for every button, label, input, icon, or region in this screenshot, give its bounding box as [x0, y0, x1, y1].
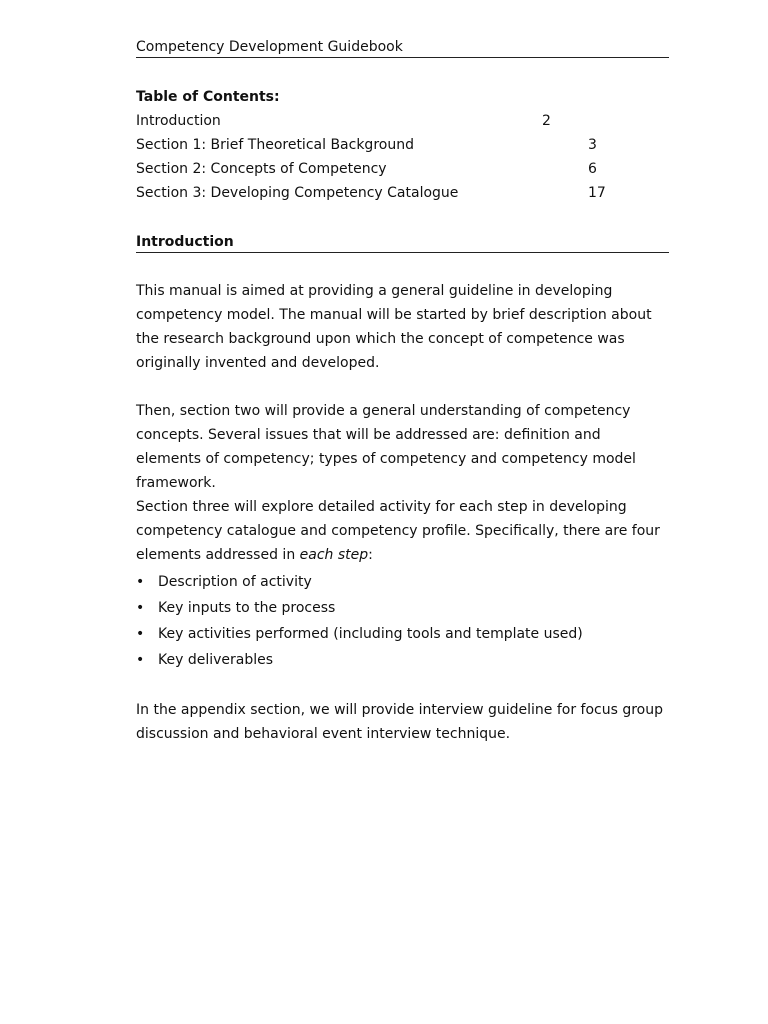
bullet-icon: •	[136, 626, 145, 642]
list-item	[136, 648, 669, 674]
bullet-icon: •	[136, 574, 145, 590]
bullet-icon: •	[136, 600, 145, 616]
bullet-icon: •	[136, 652, 145, 668]
intro-paragraph-2: Then, section two will provide a general understanding of competency concepts. Several issues that will be addressed are: definition and elements of competency; types of competency and competency model framework.	[136, 403, 636, 491]
toc-entry	[136, 135, 669, 155]
toc-entry-label: Introduction	[136, 113, 221, 129]
list-item	[136, 570, 669, 596]
intro-paragraph-3-suffix: :	[368, 547, 373, 563]
toc-entry-page: 6	[588, 161, 597, 177]
list-item-text: Key activities performed (including tools and template used)	[158, 626, 583, 642]
list-item	[136, 596, 669, 622]
toc-entry-label: Section 2: Concepts of Competency	[136, 161, 387, 177]
list-item-text: Description of activity	[158, 574, 312, 590]
toc-heading: Table of Contents:	[136, 89, 280, 105]
list-item-text: Key deliverables	[158, 652, 274, 668]
introduction-heading: Introduction	[136, 232, 669, 253]
list-item	[136, 622, 669, 648]
document-title: Competency Development Guidebook	[136, 37, 669, 58]
emphasis-text: each step	[299, 547, 369, 563]
intro-paragraph-4: In the appendix section, we will provide interview guideline for focus group discussion and behavioral event interview technique.	[136, 702, 664, 742]
toc-entry-label: Section 3: Developing Competency Catalogue	[136, 185, 459, 201]
intro-paragraph-1: This manual is aimed at providing a general guideline in developing competency model. The manual will be started by brief description about the research background upon which the concept of competence was originally invented and developed.	[136, 283, 652, 371]
toc-entry	[136, 183, 669, 203]
toc-entry	[136, 111, 669, 131]
intro-paragraph-3	[136, 495, 669, 567]
toc-entry	[136, 159, 669, 179]
intro-paragraph-3-text: Section three will explore detailed activity for each step in developing competency catalogue and competency profile. Specifically, there are four elements addressed in	[136, 499, 660, 563]
list-item-text: Key inputs to the process	[158, 600, 336, 616]
toc-entry-page: 2	[542, 113, 551, 129]
toc-entry-page: 3	[588, 137, 597, 153]
elements-list	[136, 570, 669, 674]
toc-entry-label: Section 1: Brief Theoretical Background	[136, 137, 414, 153]
toc-entry-page: 17	[588, 185, 606, 201]
